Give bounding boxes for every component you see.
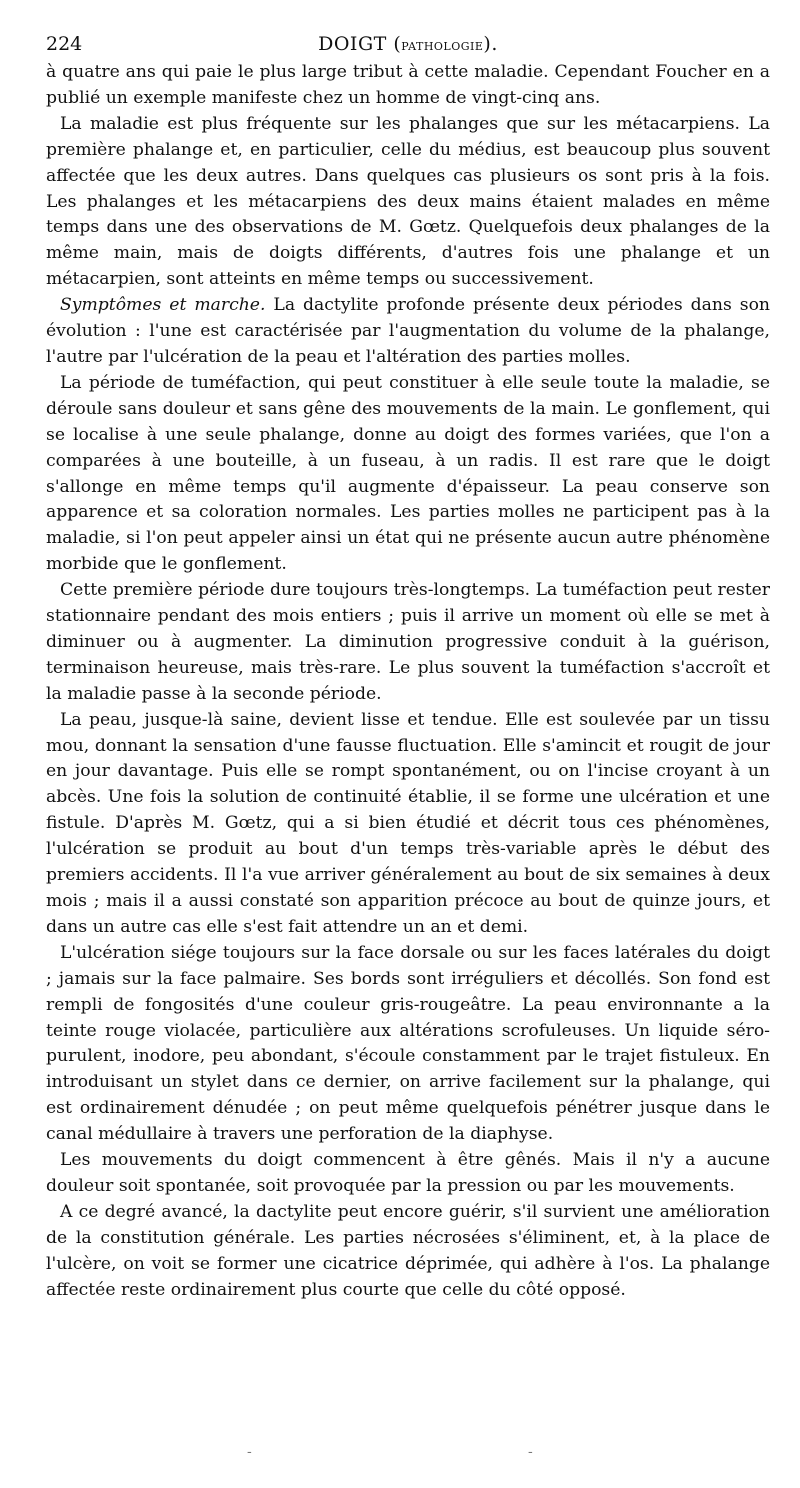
- paragraph-9-text: A ce degré avancé, la dactylite peut encore guérir, s'il survient une amélioration de la constitution générale. Les parties nécrosées s'éliminent, et, à la place de l'ulcère, on voit se former une cicatrice déprimée, qui adhère à l'os. La phalange affectée reste ordinairement plus courte que celle du côté opposé.: [46, 1201, 770, 1300]
- paragraph-7-text: L'ulcération siége toujours sur la face dorsale ou sur les faces latérales du doigt ; jamais sur la face palmaire. Ses bords sont irréguliers et décollés. Son fond est rempli de fongosités d'une couleur gris-rougeâtre. La peau environnante a la teinte rouge violacée, particulière aux altérations scrofuleuses. Un liquide séro-purulent, inodore, peu abondant, s'écoule constamment par le trajet fistuleux. En introduisant un stylet dans ce dernier, on arrive facilement sur la phalange, qui est ordinairement dénudée ; on peut même quelquefois pénétrer jusque dans le canal médullaire à travers une perforation de la diaphyse.: [46, 942, 770, 1145]
- footer-mark-right: -: [528, 1444, 533, 1460]
- book-page: [46, 28, 770, 1304]
- paragraph-6: [46, 708, 770, 941]
- paragraph-8-text: Les mouvements du doigt commencent à être gênés. Mais il n'y a aucune douleur soit spontanée, soit provoquée par la pression ou par les mouvements.: [46, 1150, 770, 1196]
- footer-marks: [0, 1444, 800, 1460]
- paragraph-5: [46, 578, 770, 708]
- body-text: [46, 60, 770, 1304]
- section-heading-symptomes: Symptômes et marche.: [60, 295, 266, 316]
- running-title-close: ).: [483, 33, 498, 55]
- paragraph-4: [46, 371, 770, 578]
- running-title-open: (: [386, 33, 402, 55]
- running-title: [46, 28, 770, 61]
- paragraph-7: [46, 941, 770, 1148]
- paragraph-1-text: à quatre ans qui paie le plus large tribut à cette maladie. Cependant Foucher en a publié un exemple manifeste chez un homme de vingt-cinq ans.: [46, 62, 770, 108]
- running-title-main: DOIGT: [318, 33, 387, 55]
- page-number: 224: [46, 33, 83, 55]
- paragraph-8: [46, 1148, 770, 1200]
- paragraph-2: [46, 112, 770, 293]
- paragraph-3-text: La dactylite profonde présente deux périodes dans son évolution : l'une est caractérisée par l'augmentation du volume de la phalange, l'autre par l'ulcération de la peau et l'altération des parties molles.: [46, 295, 770, 367]
- footer-mark-left: -: [247, 1444, 252, 1460]
- paragraph-5-text: Cette première période dure toujours très-longtemps. La tuméfaction peut rester stationnaire pendant des mois entiers ; puis il arrive un moment où elle se met à diminuer ou à augmenter. La diminution progressive conduit à la guérison, terminaison heureuse, mais très-rare. Le plus souvent la tuméfaction s'accroît et la maladie passe à la seconde période.: [46, 580, 770, 704]
- paragraph-1: [46, 60, 770, 112]
- paragraph-9: [46, 1200, 770, 1304]
- page-header: [46, 28, 770, 60]
- running-title-sub: pathologie: [401, 36, 484, 54]
- paragraph-3: [46, 293, 770, 371]
- paragraph-4-text: La période de tuméfaction, qui peut constituer à elle seule toute la maladie, se déroule sans douleur et sans gêne des mouvements de la main. Le gonflement, qui se localise à une seule phalange, donne au doigt des formes variées, que l'on a comparées à une bouteille, à un fuseau, à un radis. Il est rare que le doigt s'allonge en même temps qu'il augmente d'épaisseur. La peau conserve son apparence et sa coloration normales. Les parties molles ne participent pas à la maladie, si l'on peut appeler ainsi un état qui ne présente aucun autre phénomène morbide que le gonflement.: [46, 372, 770, 575]
- paragraph-2-text: La maladie est plus fréquente sur les phalanges que sur les métacarpiens. La première phalange et, en particulier, celle du médius, est beaucoup plus souvent affectée que les deux autres. Dans quelques cas plusieurs os sont pris à la fois. Les phalanges et les métacarpiens des deux mains étaient malades en même temps dans une des observations de M. Gœtz. Quelquefois deux phalanges de la même main, mais de doigts différents, d'autres fois une phalange et un métacarpien, sont atteints en même temps ou successivement.: [46, 113, 770, 290]
- paragraph-6-text: La peau, jusque-là saine, devient lisse et tendue. Elle est soulevée par un tissu mou, donnant la sensation d'une fausse fluctuation. Elle s'amincit et rougit de jour en jour davantage. Puis elle se rompt spontanément, ou on l'incise croyant à un abcès. Une fois la solution de continuité établie, il se forme une ulcération et une fistule. D'après M. Gœtz, qui a si bien étudié et décrit tous ces phénomènes, l'ulcération se produit au bout d'un temps très-variable après le début des premiers accidents. Il l'a vue arriver généralement au bout de six semaines à deux mois ; mais il a aussi constaté son apparition précoce au bout de quinze jours, et dans un autre cas elle s'est fait attendre un an et demi.: [46, 709, 770, 937]
